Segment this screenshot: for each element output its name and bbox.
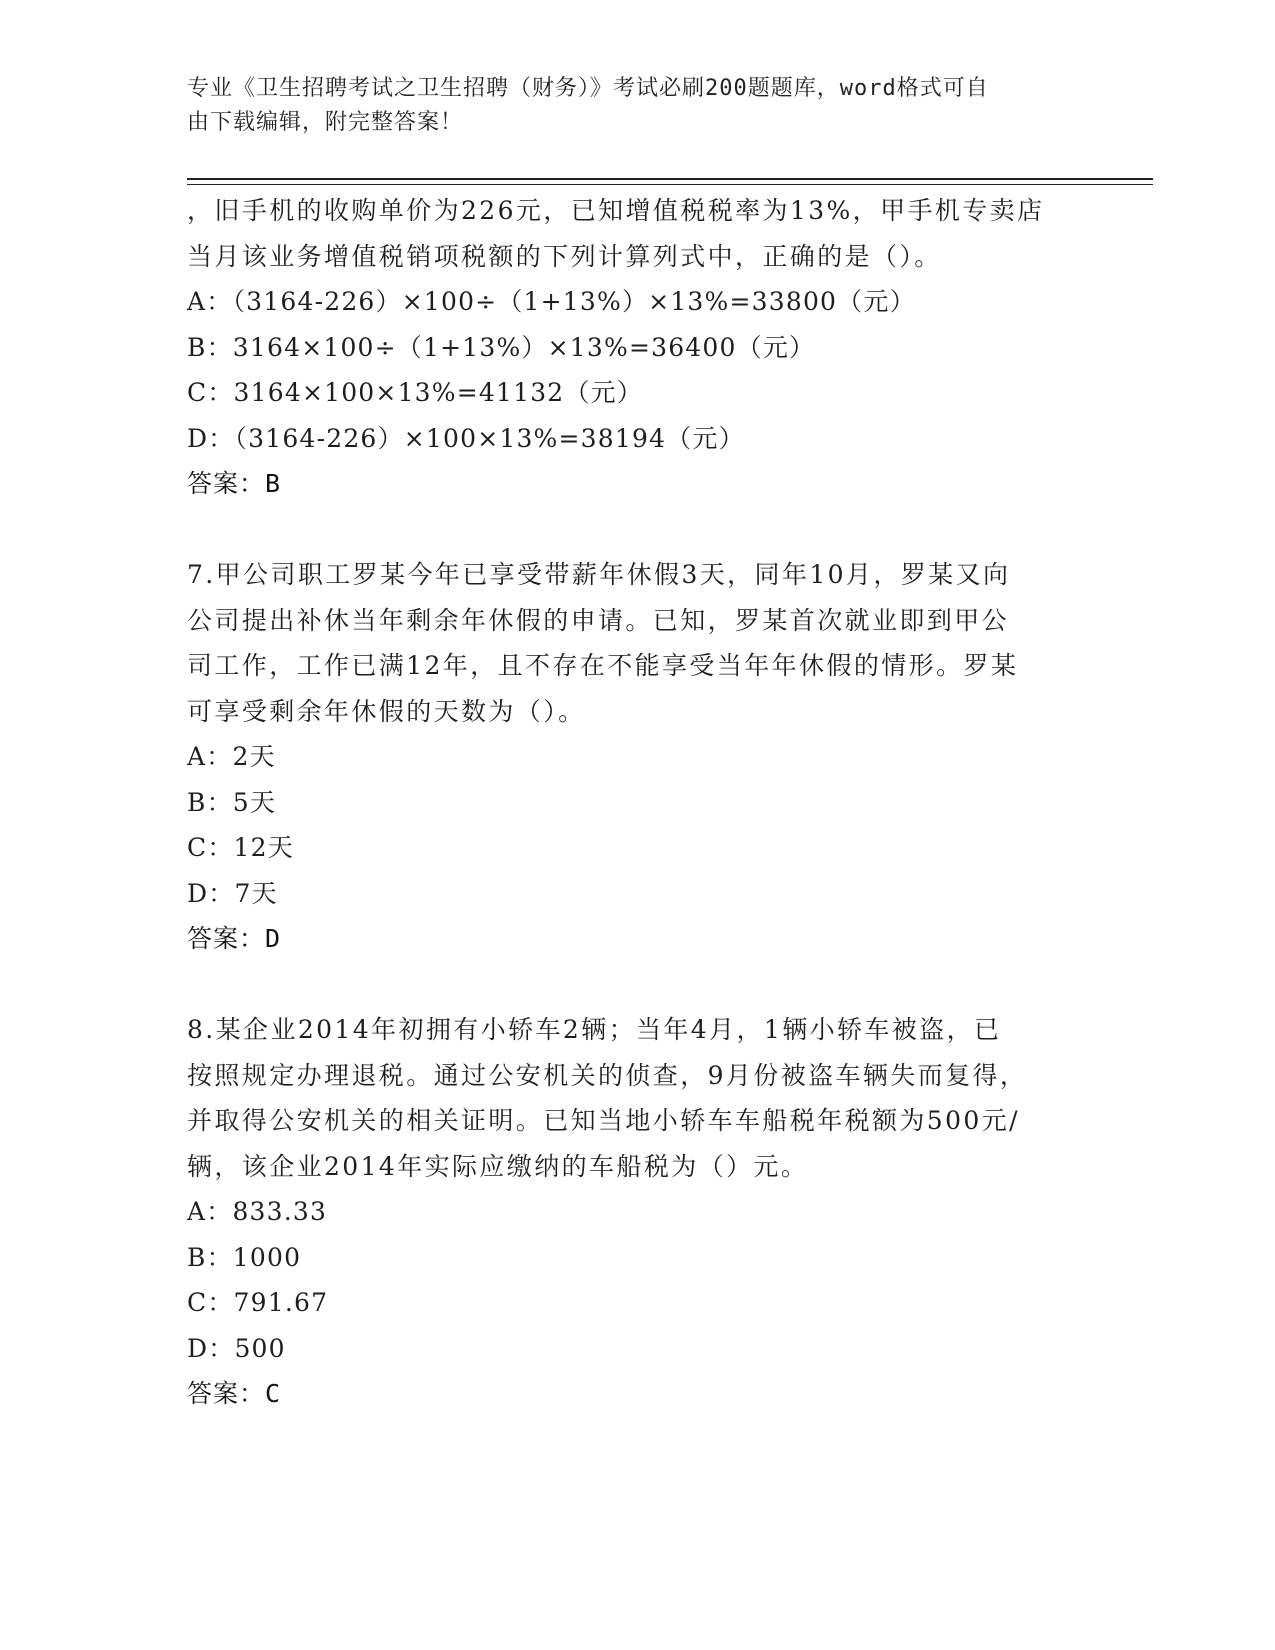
question-stem-line: 当月该业务增值税销项税额的下列计算列式中，正确的是（）。 xyxy=(187,241,942,271)
header-line-2: 由下载编辑，附完整答案！ xyxy=(187,110,464,135)
option-b: B：5天 xyxy=(187,787,277,817)
option-a: A：（3164-226）×100÷（1+13%）×13%=33800（元） xyxy=(187,287,916,316)
question-spacer xyxy=(187,507,1087,553)
answer-line: 答案：D xyxy=(187,924,282,953)
option-c: C：791.67 xyxy=(187,1288,329,1317)
question-block xyxy=(187,1007,1087,1417)
question-stem-line: 并取得公安机关的相关证明。已知当地小轿车车船税年税额为500元/ xyxy=(187,1106,1020,1135)
question-stem-line: 8.某企业2014年初拥有小轿车2辆；当年4月，1辆小轿车被盗，已 xyxy=(187,1015,1002,1044)
option-c: C：12天 xyxy=(187,833,294,862)
question-stem-line: 公司提出补休当年剩余年休假的申请。已知，罗某首次就业即到甲公 xyxy=(187,605,1010,635)
question-stem-line: 可享受剩余年休假的天数为（）。 xyxy=(187,696,586,726)
document-header xyxy=(187,72,1067,140)
option-d: D：7天 xyxy=(187,878,278,908)
question-stem-line: 司工作，工作已满12年，且不存在不能享受当年年休假的情形。罗某 xyxy=(187,651,1019,680)
question-stem-line: 7.甲公司职工罗某今年已享受带薪年休假3天，同年10月，罗某又向 xyxy=(187,560,1011,589)
question-block xyxy=(187,552,1087,962)
question-spacer xyxy=(187,962,1087,1008)
option-b: B：3164×100÷（1+13%）×13%=36400（元） xyxy=(187,332,816,362)
option-c: C：3164×100×13%=41132（元） xyxy=(187,378,644,407)
answer-line: 答案：B xyxy=(187,469,282,498)
header-line-1: 专业《卫生招聘考试之卫生招聘（财务）》考试必刷200题题库，word格式可自 xyxy=(187,76,989,101)
option-d: D：（3164-226）×100×13%=38194（元） xyxy=(187,423,745,453)
question-block xyxy=(187,188,1087,507)
option-d: D：500 xyxy=(187,1333,286,1363)
question-stem-line: ，旧手机的收购单价为226元，已知增值税税率为13%，甲手机专卖店 xyxy=(187,196,1045,225)
option-a: A：833.33 xyxy=(187,1197,328,1226)
option-a: A：2天 xyxy=(187,742,276,771)
option-b: B：1000 xyxy=(187,1242,302,1272)
question-list xyxy=(187,188,1087,1417)
header-divider-thin xyxy=(187,184,1153,185)
question-stem-line: 按照规定办理退税。通过公安机关的侦查，9月份被盗车辆失而复得， xyxy=(187,1060,1028,1090)
answer-line: 答案：C xyxy=(187,1379,282,1408)
question-stem-line: 辆，该企业2014年实际应缴纳的车船税为（）元。 xyxy=(187,1151,809,1181)
header-divider-thick xyxy=(187,178,1153,180)
